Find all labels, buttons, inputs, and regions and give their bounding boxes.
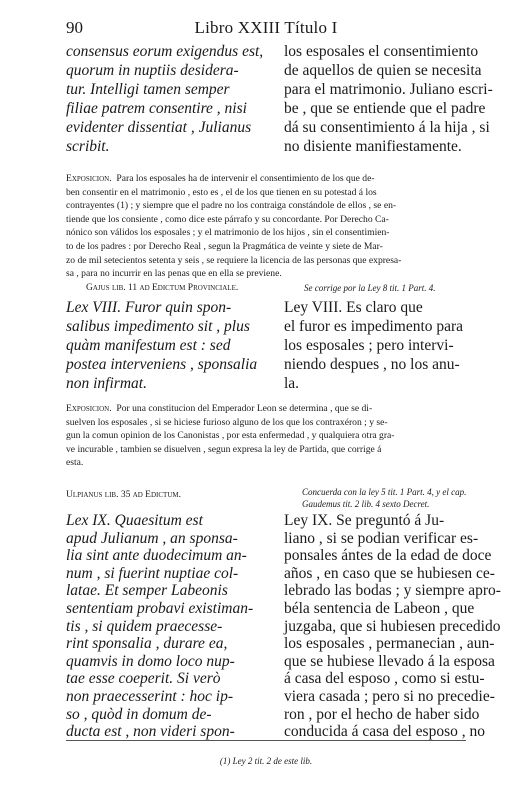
spanish-line: béla sentencia de Labeon , que	[284, 599, 475, 617]
latin-line: sententiam probavi existiman-	[66, 599, 254, 617]
latin-line: Lex VIII. Furor quin spon-	[66, 299, 232, 316]
spanish-line: la.	[284, 375, 300, 392]
citation-line: Gaudemus tit. 2 lib. 4 sexto Decret.	[302, 499, 430, 509]
footnote-rule	[66, 740, 466, 741]
exposicion-line: to de los padres : por Derecho Real , segun la Pragmática de veinte y siete de Mar-	[66, 240, 383, 252]
latin-line: evidenter dissentiat , Julianus	[66, 119, 252, 136]
latin-column-lex8	[66, 298, 272, 393]
latin-line: non praecesserint : hoc ip-	[66, 687, 234, 705]
exposicion-line: gun la comun opinion de los Canonistas , por esta enfermedad , y qualquiera otra gra-	[66, 430, 395, 442]
latin-line: consensus eorum exigendus est,	[66, 43, 264, 60]
spanish-line: ponsales ántes de la edad de doce	[284, 547, 492, 565]
exposicion-line: contrayentes (1) ; y siempre que el padre no los contraiga constándole de ellos , se en-	[66, 200, 397, 212]
spanish-line: juzgaba, que si hubiesen precedido	[284, 617, 501, 635]
citation-line: Concuerda con la ley 5 tit. 1 Part. 4, y el cap.	[302, 487, 467, 497]
latin-column-block1	[66, 42, 272, 156]
spanish-line: Ley IX. Se preguntó á Ju-	[284, 512, 445, 529]
footnote: (1) Ley 2 tit. 2 de este lib.	[219, 756, 313, 766]
source-citation-left: Gajus lib. 11 ad Edictum Provinciale.	[86, 283, 239, 293]
spanish-line: niendo despues , no los anu-	[284, 356, 460, 373]
latin-line: salibus impedimento sit , plus	[66, 318, 250, 335]
spanish-line: que se hubiese llevado á la esposa	[284, 652, 495, 670]
spanish-line: el furor es impedimento para	[284, 318, 464, 335]
spanish-line: los esposales , permanecian , aun-	[284, 635, 495, 653]
exposicion-line: Por una constitucion del Emperador Leon se determina , que se di-	[116, 403, 373, 414]
spanish-line: ron , por el hecho de haber sido	[284, 705, 480, 723]
source-citation-right	[302, 486, 466, 510]
spanish-line: Ley VIII. Es claro que	[284, 299, 423, 316]
source-citation-left: Ulpianus lib. 35 ad Edictum.	[66, 490, 181, 500]
spanish-line: los esposales ; pero intervi-	[284, 337, 454, 354]
spanish-line: no disiente manifiestamente.	[284, 138, 462, 155]
spanish-line: años , en caso que se hubiesen ce-	[284, 564, 495, 582]
exposicion-note-1	[66, 172, 466, 281]
spanish-column-lex8	[284, 298, 472, 393]
spanish-line: los esposales el consentimiento	[284, 43, 479, 60]
spanish-line: viera casada ; pero si no precedie-	[284, 687, 495, 705]
latin-line: tur. Intelligi tamen semper	[66, 81, 230, 98]
latin-line: so , quòd in domum de-	[66, 705, 212, 723]
latin-line: quorum in nuptiis desidera-	[66, 62, 239, 79]
latin-line: non infirmat.	[66, 375, 147, 392]
latin-line: filiae patrem consentire , nisi	[66, 100, 247, 117]
exposicion-label: Exposicion.	[66, 173, 112, 184]
spanish-line: á casa del esposo , como si estu-	[284, 670, 485, 688]
latin-line: quamvis in domo loco nup-	[66, 652, 235, 670]
exposicion-line: ben consentir en el matrimonio , esto es , el de los que tienen en su potestad á los	[66, 186, 377, 198]
exposicion-line: zo de mil setecientos setenta y seis , se requiere la licencia de las personas que expresa-	[66, 254, 402, 266]
exposicion-line: Para los esposales ha de intervenir el consentimiento de los que de-	[116, 173, 375, 184]
latin-line: latae. Et semper Labeonis	[66, 582, 228, 600]
spanish-line: de aquellos de quien se necesita	[284, 62, 482, 79]
spanish-line: para el matrimonio. Juliano escri-	[284, 81, 493, 98]
spanish-column-lex9	[284, 512, 501, 741]
spanish-line: liano , si se podian verificar es-	[284, 529, 479, 547]
latin-line: num , si fuerint nuptiae col-	[66, 564, 239, 582]
latin-line: apud Julianum , an sponsa-	[66, 529, 238, 547]
latin-line: tis , si quidem praecesse-	[66, 617, 223, 635]
spanish-line: be , que se entiende que el padre	[284, 100, 486, 117]
latin-line: Lex IX. Quaesitum est	[66, 512, 203, 529]
exposicion-line: nónico son válidos los esposales ; y el matrimonio de los hijos , sin el consentimien-	[66, 227, 390, 239]
spanish-line: conducida á casa del esposo , no	[284, 723, 486, 741]
exposicion-line: ve incurable , tambien se disuelven , segun expresa la ley de Partida, que corrige á	[66, 443, 382, 455]
latin-line: tae esse coeperit. Si verò	[66, 670, 221, 688]
exposicion-line: esta.	[66, 457, 84, 469]
running-head: Libro XXIII Título I	[194, 18, 338, 37]
latin-column-lex9	[66, 512, 272, 741]
latin-line: postea interveniens , sponsalia	[66, 356, 258, 373]
latin-line: quàm manifestum est : sed	[66, 337, 231, 354]
latin-line: rint sponsalia , durare ea,	[66, 635, 228, 653]
latin-line: ducta est , non videri spon-	[66, 723, 235, 741]
latin-line: lia sint ante duodecimum an-	[66, 547, 247, 565]
latin-line: scribit.	[66, 138, 110, 155]
exposicion-note-2	[66, 402, 466, 470]
spanish-column-block1	[284, 42, 493, 156]
exposicion-line: suelven los esposales , si se hiciese furioso alguno de los que los contraxéron ; y se-	[66, 416, 388, 428]
exposicion-label: Exposicion.	[66, 403, 112, 414]
spanish-line: lebrado las bodas ; y siempre apro-	[284, 582, 501, 600]
source-citation-right: Se corrige por la Ley 8 tit. 1 Part. 4.	[304, 283, 436, 293]
page-number: 90	[66, 18, 83, 37]
exposicion-line: sa , para no incurrir en las penas que en ella se previene.	[66, 268, 282, 280]
exposicion-line: tiende que los consiente , como dice este párrafo y su concordante. Por Derecho Ca-	[66, 213, 389, 225]
spanish-line: dá su consentimiento á la hija , si	[284, 119, 490, 136]
